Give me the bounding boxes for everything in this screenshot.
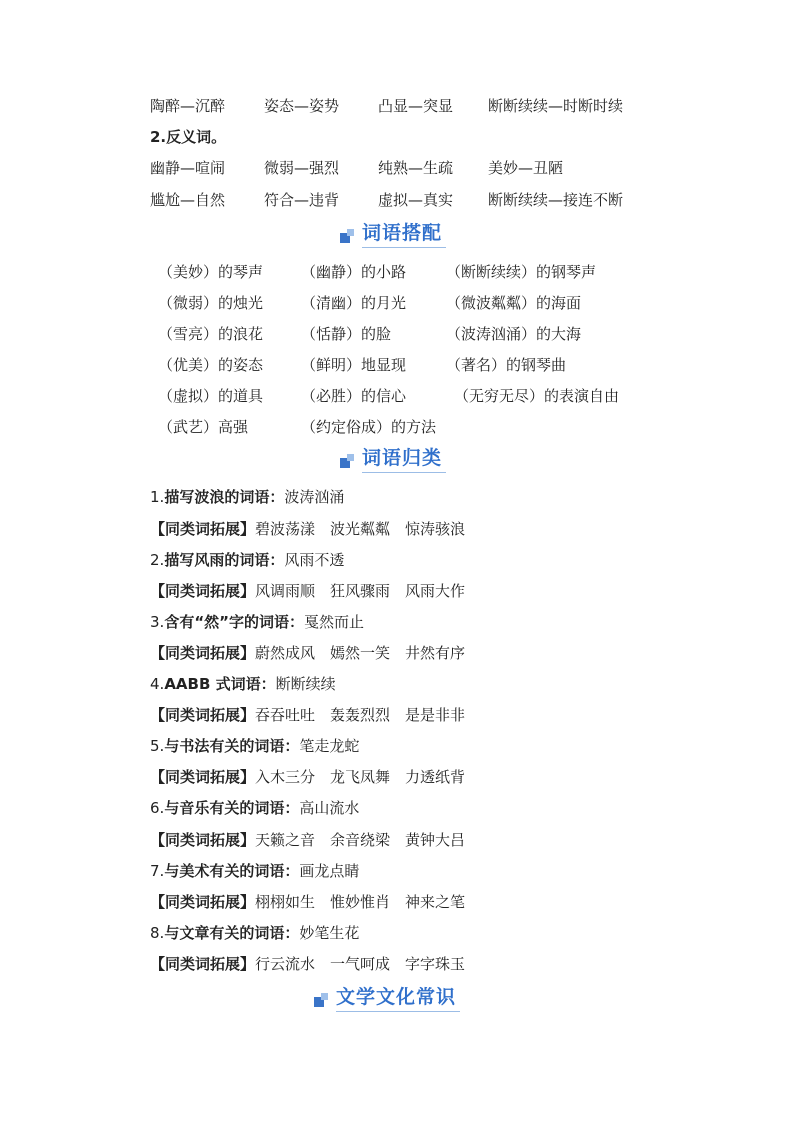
item-number: 7. [150, 862, 165, 880]
classification-extension [150, 766, 465, 788]
antonym-pair: 虚拟—真实 [378, 191, 454, 209]
item-word: 戛然而止 [304, 613, 365, 631]
extension-words: 行云流水 一气呵成 字字珠玉 [255, 955, 466, 973]
item-word: 断断续续 [275, 675, 336, 693]
item-number: 6. [150, 799, 165, 817]
extension-label: 【同类词拓展】 [150, 644, 256, 662]
item-label: 与美术有关的词语： [164, 862, 300, 880]
item-label: 与文章有关的词语： [164, 924, 300, 942]
collocation-item: （鲜明）地显现 [301, 356, 407, 374]
item-number: 8. [150, 924, 165, 942]
antonyms-title: 2.反义词。 [150, 128, 227, 146]
extension-label: 【同类词拓展】 [150, 582, 256, 600]
synonym-pair: 姿态—姿势 [264, 97, 340, 115]
item-word: 妙笔生花 [299, 924, 360, 942]
section-title: 词语归类 [362, 443, 446, 473]
item-word: 高山流水 [299, 799, 360, 817]
item-number: 2. [150, 551, 165, 569]
classification-item [150, 735, 359, 757]
collocation-item: （无穷无尽）的表演自由 [454, 387, 620, 405]
antonym-pair: 微弱—强烈 [264, 159, 340, 177]
collocation-item: （虚拟）的道具 [158, 387, 264, 405]
section-title: 文学文化常识 [336, 982, 460, 1012]
classification-item [150, 611, 364, 633]
item-label: 与音乐有关的词语： [164, 799, 300, 817]
extension-label: 【同类词拓展】 [150, 520, 256, 538]
item-number: 5. [150, 737, 165, 755]
heading-square-icon [340, 454, 356, 470]
synonym-pair: 断断续续—时断时续 [488, 97, 624, 115]
collocation-item: （波涛汹涌）的大海 [446, 325, 582, 343]
collocation-item: （清幽）的月光 [301, 294, 407, 312]
collocation-item: （优美）的姿态 [158, 356, 264, 374]
antonym-pair: 断断续续—接连不断 [488, 191, 624, 209]
antonym-pair: 美妙—丑陋 [488, 159, 564, 177]
collocation-item: （断断续续）的钢琴声 [446, 263, 597, 281]
collocation-item: （武艺）高强 [158, 418, 249, 436]
collocation-item: （美妙）的琴声 [158, 263, 264, 281]
collocation-item: （约定俗成）的方法 [301, 418, 437, 436]
collocation-item: （著名）的钢琴曲 [446, 356, 567, 374]
classification-item [150, 922, 359, 944]
synonym-pair: 陶醉—沉醉 [150, 97, 226, 115]
classification-extension [150, 891, 465, 913]
extension-words: 蔚然成风 嫣然一笑 井然有序 [255, 644, 466, 662]
item-number: 1. [150, 488, 165, 506]
classification-extension [150, 704, 465, 726]
classification-extension [150, 580, 465, 602]
collocation-item: （幽静）的小路 [301, 263, 407, 281]
classification-extension [150, 642, 465, 664]
collocation-item: （必胜）的信心 [301, 387, 407, 405]
classification-item [150, 549, 344, 571]
item-label: 描写波浪的词语： [164, 488, 285, 506]
extension-label: 【同类词拓展】 [150, 831, 256, 849]
item-number: 4. [150, 675, 165, 693]
classification-item [150, 860, 359, 882]
item-word: 笔走龙蛇 [299, 737, 360, 755]
extension-words: 入木三分 龙飞凤舞 力透纸背 [255, 768, 466, 786]
section-heading-literature [314, 986, 460, 1012]
antonym-pair: 纯熟—生疏 [378, 159, 454, 177]
item-number: 3. [150, 613, 165, 631]
item-label: 含有“然”字的词语： [164, 613, 305, 631]
synonym-pair: 凸显—突显 [378, 97, 454, 115]
extension-label: 【同类词拓展】 [150, 893, 256, 911]
extension-label: 【同类词拓展】 [150, 706, 256, 724]
collocation-item: （微波粼粼）的海面 [446, 294, 582, 312]
collocation-item: （恬静）的脸 [301, 325, 392, 343]
extension-words: 天籁之音 余音绕梁 黄钟大吕 [255, 831, 466, 849]
extension-words: 碧波荡漾 波光粼粼 惊涛骇浪 [255, 520, 466, 538]
section-title: 词语搭配 [362, 218, 446, 248]
classification-item [150, 797, 359, 819]
extension-words: 栩栩如生 惟妙惟肖 神来之笔 [255, 893, 466, 911]
collocation-item: （雪亮）的浪花 [158, 325, 264, 343]
classification-extension [150, 518, 465, 540]
classification-extension [150, 829, 465, 851]
classification-extension [150, 953, 465, 975]
item-label: 与书法有关的词语： [164, 737, 300, 755]
item-label: AABB 式词语： [164, 675, 276, 693]
extension-label: 【同类词拓展】 [150, 768, 256, 786]
classification-item [150, 486, 344, 508]
antonym-pair: 符合—违背 [264, 191, 340, 209]
extension-words: 吞吞吐吐 轰轰烈烈 是是非非 [255, 706, 466, 724]
item-word: 波涛汹涌 [284, 488, 345, 506]
section-heading-collocation [340, 222, 446, 248]
extension-label: 【同类词拓展】 [150, 955, 256, 973]
collocation-item: （微弱）的烛光 [158, 294, 264, 312]
antonym-pair: 尴尬—自然 [150, 191, 226, 209]
classification-item [150, 673, 336, 695]
heading-square-icon [314, 993, 330, 1009]
heading-square-icon [340, 229, 356, 245]
item-label: 描写风雨的词语： [164, 551, 285, 569]
extension-words: 风调雨顺 狂风骤雨 风雨大作 [255, 582, 466, 600]
item-word: 画龙点睛 [299, 862, 360, 880]
item-word: 风雨不透 [284, 551, 345, 569]
section-heading-classification [340, 447, 446, 473]
antonym-pair: 幽静—喧闹 [150, 159, 226, 177]
